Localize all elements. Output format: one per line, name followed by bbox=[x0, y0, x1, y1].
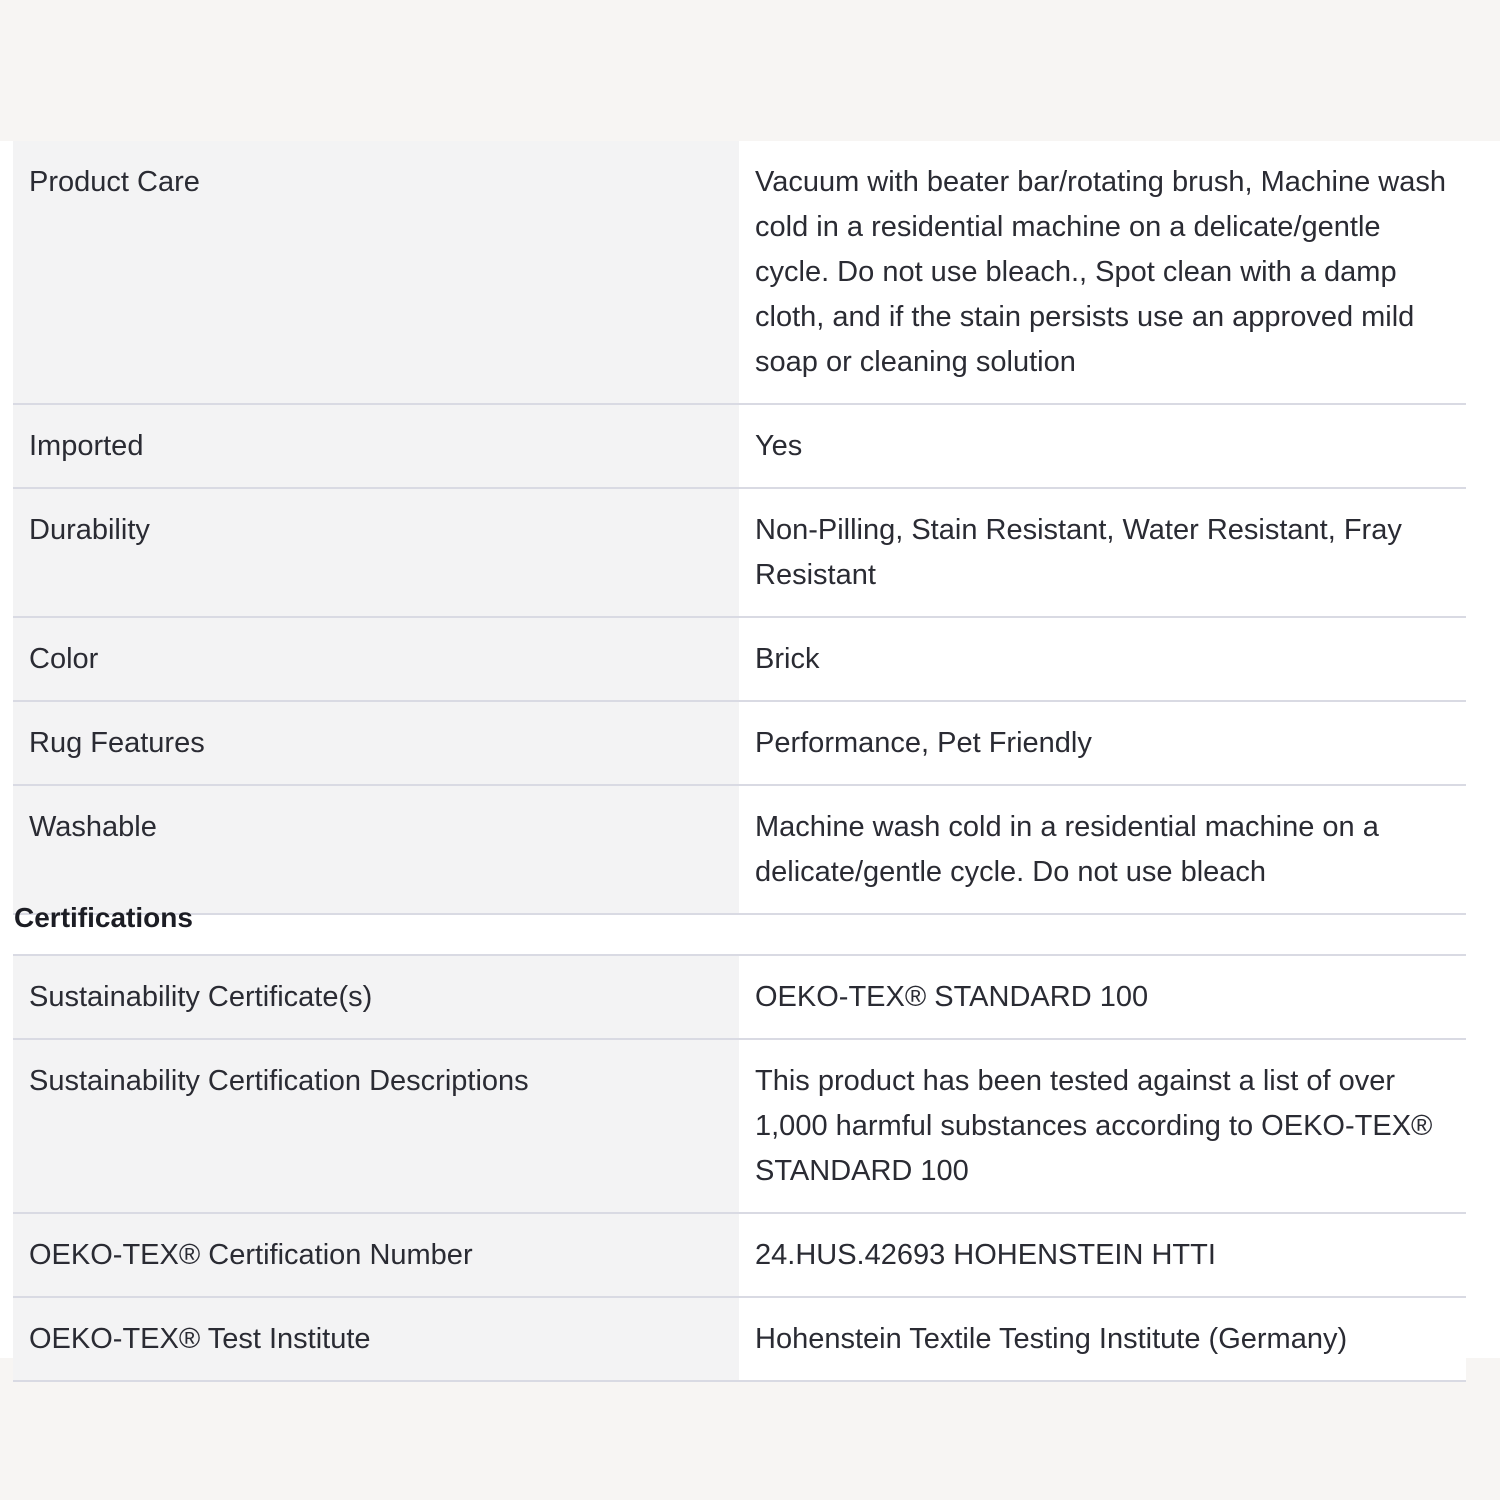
spec-label: Washable bbox=[13, 786, 739, 913]
cert-row-certification-number bbox=[13, 1214, 1466, 1298]
spec-value: Performance, Pet Friendly bbox=[739, 702, 1466, 784]
cert-row-descriptions bbox=[13, 1040, 1466, 1214]
spec-label: Imported bbox=[13, 405, 739, 487]
certifications-table bbox=[13, 954, 1466, 1382]
cert-row-certificates bbox=[13, 956, 1466, 1040]
spec-label: Durability bbox=[13, 489, 739, 616]
cert-label: OEKO-TEX® Test Institute bbox=[13, 1298, 739, 1380]
cert-label: OEKO-TEX® Certification Number bbox=[13, 1214, 739, 1296]
cert-value: This product has been tested against a list of over 1,000 harmful substances according to OEKO-TEX® STANDARD 100 bbox=[739, 1040, 1466, 1212]
cert-value: Hohenstein Textile Testing Institute (Germany) bbox=[739, 1298, 1466, 1380]
spec-label: Rug Features bbox=[13, 702, 739, 784]
spec-value: Brick bbox=[739, 618, 1466, 700]
spec-row-color bbox=[13, 618, 1466, 702]
cert-value: OEKO-TEX® STANDARD 100 bbox=[739, 956, 1466, 1038]
spec-row-washable bbox=[13, 786, 1466, 915]
spec-value: Non-Pilling, Stain Resistant, Water Resistant, Fray Resistant bbox=[739, 489, 1466, 616]
spec-row-product-care bbox=[13, 141, 1466, 405]
spec-row-imported bbox=[13, 405, 1466, 489]
spec-value: Vacuum with beater bar/rotating brush, Machine wash cold in a residential machine on a delicate/gentle cycle. Do not use bleach., Spot clean with a damp cloth, and if the stain persists use an approved mild soap or cleaning solution bbox=[739, 141, 1466, 403]
spec-label: Product Care bbox=[13, 141, 739, 403]
cert-label: Sustainability Certificate(s) bbox=[13, 956, 739, 1038]
specifications-table bbox=[13, 141, 1466, 915]
cert-value: 24.HUS.42693 HOHENSTEIN HTTI bbox=[739, 1214, 1466, 1296]
spec-row-rug-features bbox=[13, 702, 1466, 786]
cert-label: Sustainability Certification Descriptions bbox=[13, 1040, 739, 1212]
certifications-heading: Certifications bbox=[14, 902, 193, 933]
spec-value: Machine wash cold in a residential machine on a delicate/gentle cycle. Do not use bleach bbox=[739, 786, 1466, 913]
spec-label: Color bbox=[13, 618, 739, 700]
spec-row-durability bbox=[13, 489, 1466, 618]
spec-value: Yes bbox=[739, 405, 1466, 487]
cert-row-test-institute bbox=[13, 1298, 1466, 1382]
